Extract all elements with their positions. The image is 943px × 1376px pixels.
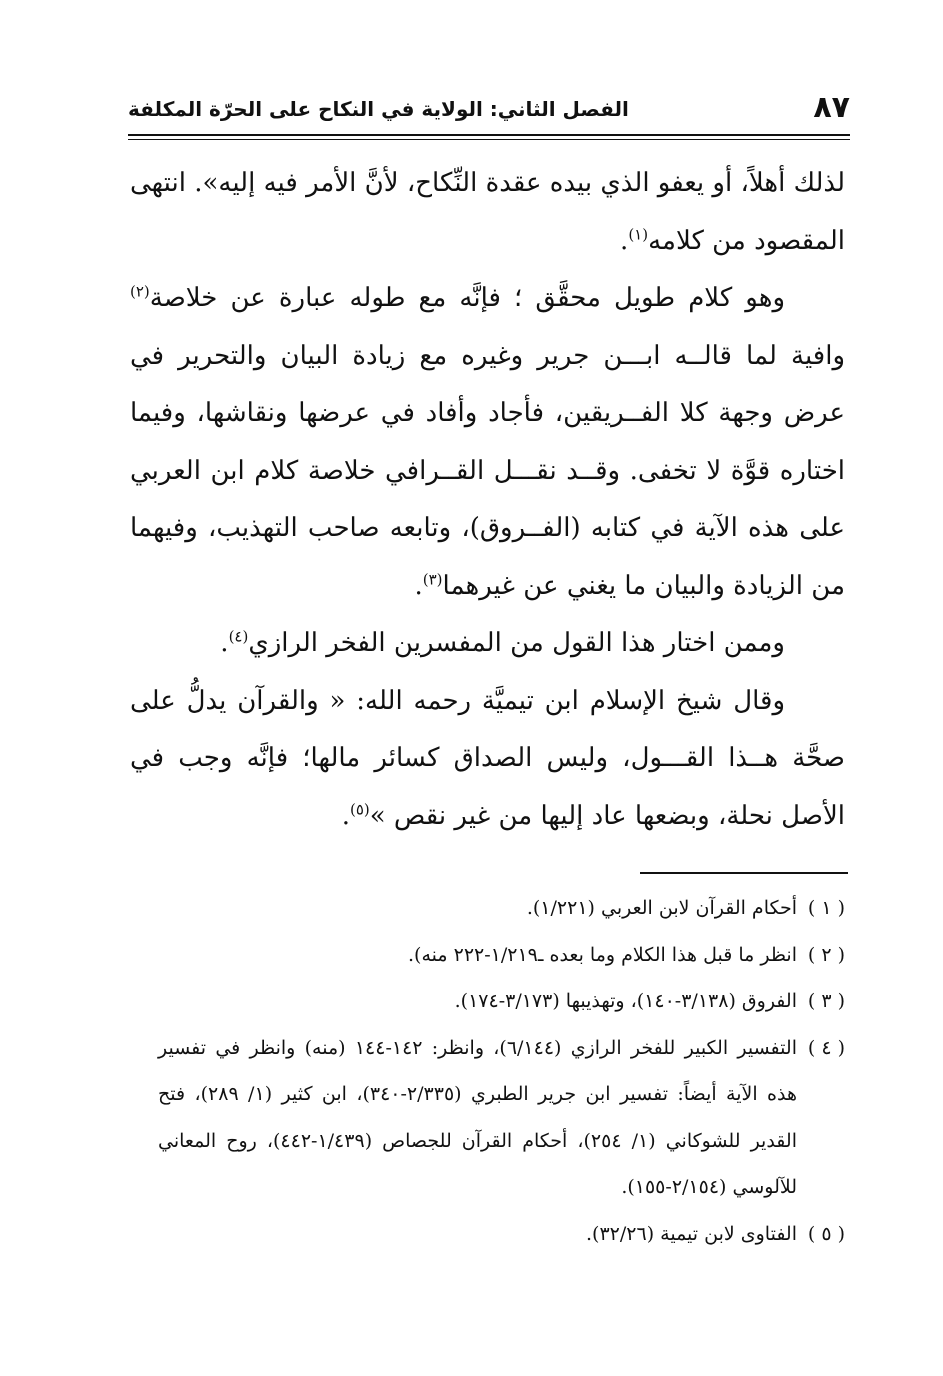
header-rule bbox=[128, 134, 850, 136]
paragraph-3-end: . bbox=[220, 628, 229, 658]
footnote-1 bbox=[158, 885, 845, 932]
paragraph-1-text: لذلك أهلاً، أو يعفو الذي بيده عقدة النِّكاح، لأنَّ الأمر فيه إليه». انتهى المقصود من كلامه bbox=[130, 168, 845, 256]
paragraph-1 bbox=[130, 155, 845, 270]
footnote-4 bbox=[158, 1025, 845, 1211]
footnote-number: ( ٥ ) bbox=[807, 1222, 845, 1245]
running-title: الفصل الثاني: الولاية في النكاح على الحرّة المكلفة bbox=[128, 97, 629, 121]
header-rule-thin bbox=[128, 139, 850, 140]
paragraph-4-end: . bbox=[341, 800, 350, 831]
footnote-text: الفروق (٣/١٣٨-١٤٠)، وتهذيبها (٣/١٧٣-١٧٤). bbox=[454, 990, 797, 1012]
footnote-number: ( ٤ ) bbox=[807, 1036, 845, 1059]
footnote-ref-3: (٣) bbox=[422, 569, 443, 588]
paragraph-2-text-b: وافية لما قالــه ابـــن جرير وغيره مع زيادة البيان والتحرير في عرض وجهة كلا الفــريقين، فأجاد وأفاد في عرضها ونقاشها، وفيما اختاره قوَّة لا تخفى. وقــد نقـــل القــرافي خلاصة كلام ابن العربي على هذه الآية في كتابه (الفــروق)، وتابعه صاحب التهذيب، وفيهما من الزيادة والبيان ما يغني عن غيرهما bbox=[130, 340, 845, 601]
paragraph-2-end: . bbox=[414, 570, 423, 601]
footnote-number: ( ٢ ) bbox=[807, 943, 845, 966]
paragraph-2 bbox=[130, 270, 845, 615]
footnote-ref-2: (٢) bbox=[130, 282, 150, 301]
footnote-number: ( ٣ ) bbox=[807, 990, 845, 1012]
paragraph-2-text-a: وهو كلام طويل محقَّق ؛ فإنَّه مع طوله عبارة عن خلاصة bbox=[149, 283, 785, 313]
page-number: ٨٧ bbox=[813, 90, 850, 125]
paragraph-1-end: . bbox=[620, 225, 629, 256]
footnote-number: ( ١ ) bbox=[807, 897, 845, 919]
paragraph-4 bbox=[130, 673, 845, 846]
paragraph-3 bbox=[130, 615, 845, 673]
paragraph-3-text: وممن اختار هذا القول من المفسرين الفخر الرازي bbox=[248, 628, 785, 658]
footnote-3 bbox=[158, 978, 845, 1025]
footnotes bbox=[158, 885, 845, 1257]
footnote-ref-5: (٥) bbox=[349, 799, 370, 818]
footnote-5 bbox=[158, 1211, 845, 1258]
footnote-text: الفتاوى لابن تيمية (٣٢/٢٦). bbox=[586, 1222, 797, 1245]
footnote-text: التفسير الكبير للفخر الرازي (٦/١٤٤)، وانظر: ١٤٢-١٤٤ (منه) وانظر في تفسير هذه الآية أيضاً: تفسير ابن جرير الطبري (٢/٣٣٥-٣٤٠)، ابن كثير (١/ ٢٨٩)، فتح القدير للشوكاني (١/ ٢٥٤)، أحكام القرآن للجصاص (١/٤٣٩-٤٤٢)، روح المعاني للآلوسي (٢/١٥٤-١٥٥). bbox=[158, 1036, 797, 1198]
footnote-separator bbox=[640, 872, 848, 874]
footnote-text: أحكام القرآن لابن العربي (١/٢٢١). bbox=[526, 897, 797, 919]
paragraph-4-text: وقال شيخ الإسلام ابن تيميَّة رحمه الله: « والقرآن يدلُّ على صحَّة هــذا القـــول، وليس الصداق كسائر مالها؛ فإنَّه وجب في الأصل نحلة، وبضعها عاد إليها من غير نقص » bbox=[130, 685, 845, 831]
footnote-ref-1: (١) bbox=[628, 224, 649, 243]
main-text bbox=[130, 155, 845, 845]
footnote-text: انظر ما قبل هذا الكلام وما بعده ـ١/٢١٩-٢٢٢ منه). bbox=[408, 943, 797, 966]
footnote-2 bbox=[158, 932, 845, 979]
page-header bbox=[128, 88, 850, 132]
footnote-ref-4: (٤) bbox=[228, 627, 249, 646]
